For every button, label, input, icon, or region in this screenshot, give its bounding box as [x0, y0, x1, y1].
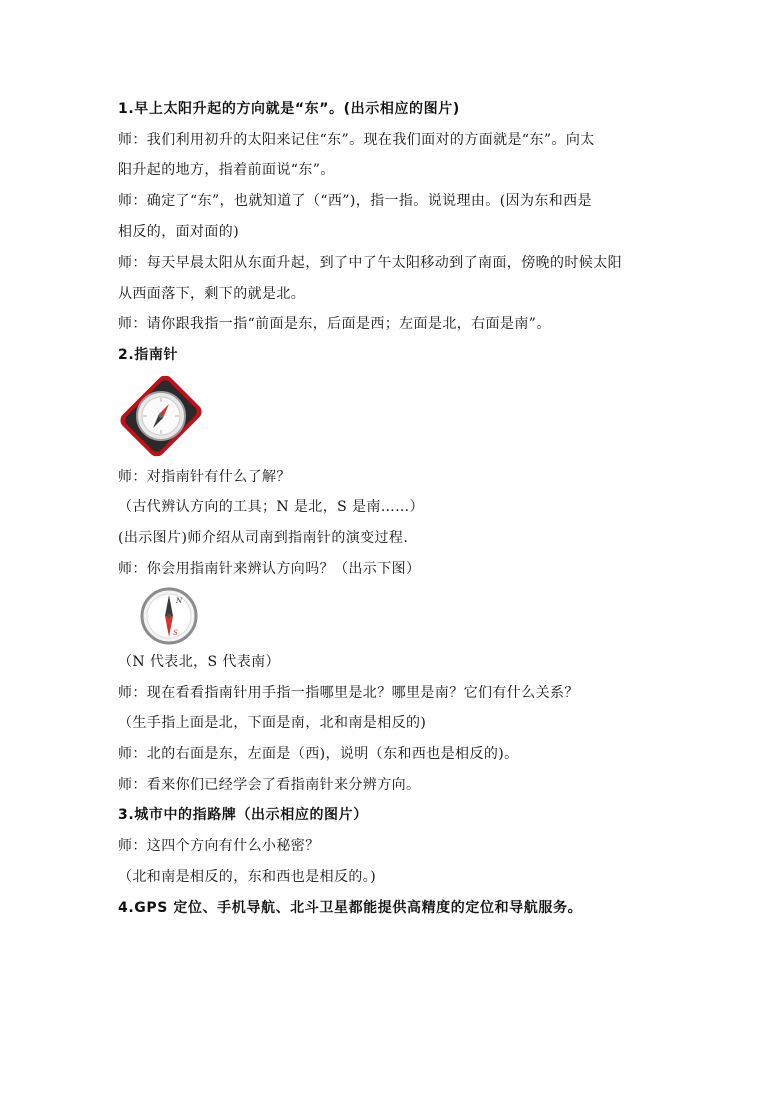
paragraph-line: 师：确定了“东”，也就知道了（“西”)，指一指。说说理由。(因为东和西是 — [118, 193, 592, 209]
section-heading-4: 4.GPS 定位、手机导航、北斗卫星都能提供高精度的定位和导航服务。 — [118, 900, 583, 916]
paragraph-line: 师：对指南针有什么了解？ — [118, 469, 291, 485]
paragraph-line: 师：看来你们已经学会了看指南针来分辨方向。 — [118, 777, 421, 793]
paragraph-line: 师：北的右面是东，左面是（西)，说明（东和西也是相反的)。 — [118, 746, 519, 762]
paragraph-line: （古代辨认方向的工具；N 是北，S 是南……） — [118, 499, 424, 515]
paragraph-line: （生手指上面是北，下面是南，北和南是相反的) — [118, 715, 427, 731]
paragraph-line: 相反的，面对面的) — [118, 224, 240, 240]
paragraph-line: 从西面落下，剩下的就是北。 — [118, 286, 306, 302]
paragraph-line: 师：现在看看指南针用手指一指哪里是北？哪里是南？它们有什么关系？ — [118, 685, 579, 701]
compass-photo-icon — [113, 376, 209, 456]
paragraph-line: 师：你会用指南针来辨认方向吗？（出示下图） — [118, 561, 421, 577]
paragraph-line: 师：每天早晨太阳从东面升起，到了中了午太阳移动到了南面，傍晚的时候太阳 — [118, 255, 622, 271]
compass-dial-image — [135, 587, 203, 645]
dial-south-label: S — [173, 629, 178, 637]
section-heading-1: 1.早上太阳升起的方向就是“东”。(出示相应的图片) — [118, 101, 460, 117]
paragraph-line: 师：我们利用初升的太阳来记住“东”。现在我们面对的方面就是“东”。向太 — [118, 132, 595, 148]
paragraph-line: (出示图片)师介绍从司南到指南针的演变过程. — [118, 530, 409, 546]
paragraph-line: （N 代表北，S 代表南） — [118, 654, 280, 670]
dial-north-label: N — [176, 597, 183, 605]
compass-dial-icon — [135, 587, 203, 645]
compass-photo-image — [113, 376, 209, 456]
section-heading-3: 3.城市中的指路牌（出示相应的图片） — [118, 807, 368, 823]
paragraph-line: 师：这四个方向有什么小秘密？ — [118, 838, 320, 854]
paragraph-line: 阳升起的地方，指着前面说“东”。 — [118, 162, 335, 178]
section-heading-2: 2.指南针 — [118, 347, 179, 363]
paragraph-line: 师：请你跟我指一指“前面是东，后面是西；左面是北，右面是南”。 — [118, 316, 551, 332]
paragraph-line: （北和南是相反的，东和西也是相反的。) — [118, 869, 377, 885]
